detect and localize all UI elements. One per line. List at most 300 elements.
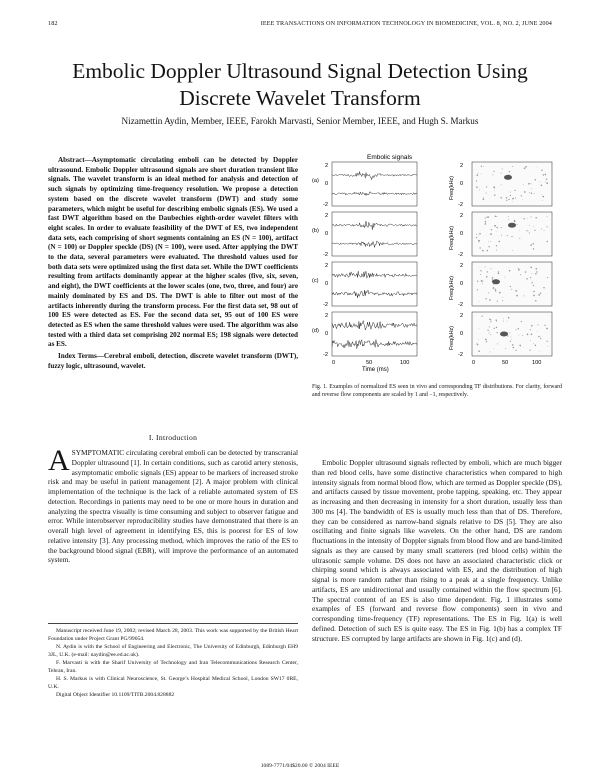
tf-speckle-0-57 [476,186,478,188]
tf-speckle-3-51 [511,337,512,338]
tf-speckle-0-49 [531,192,532,193]
tf-speckle-3-32 [518,335,519,336]
tf-embolus-mark-0 [504,175,512,180]
tf-speckle-3-47 [489,319,490,320]
panel-label-2: (c) [312,277,319,284]
tf-speckle-0-43 [541,184,543,186]
tf-speckle-0-1 [514,190,515,191]
tf-speckle-1-7 [496,245,497,246]
tf-speckle-3-6 [533,343,534,344]
tf-speckle-2-48 [488,292,489,293]
tf-speckle-2-32 [516,295,518,297]
tf-speckle-3-24 [496,321,497,322]
abstract [48,156,298,371]
tf-speckle-3-3 [513,347,515,349]
tf-speckle-1-37 [496,250,497,251]
y-tick-mid-3: 0 [325,330,329,337]
tf-speckle-1-17 [496,227,498,229]
panel-label-3: (d) [312,327,319,334]
tf-speckle-0-17 [523,184,524,185]
tf-speckle-1-51 [533,226,534,227]
tf-speckle-1-2 [519,238,520,239]
tf-speckle-0-11 [501,184,502,185]
tf-speckle-1-44 [494,225,496,227]
tf-speckle-1-24 [530,216,531,217]
tf-speckle-0-10 [524,191,526,193]
tf-speckle-1-50 [487,216,489,218]
tf-y-tick-top-2: 2 [460,263,464,269]
tf-speckle-1-47 [519,230,520,231]
tf-axes-2 [472,262,552,306]
copyright-footer: 1089-7771/04$20.00 © 2004 IEEE [260,763,340,769]
tf-speckle-2-19 [477,281,478,282]
tf-speckle-2-18 [518,269,520,271]
tf-speckle-2-26 [480,274,481,275]
index-terms: Index Terms—Cerebral emboli, detection, discrete wavelet transform (DWT), fuzzy logic, ultrasound, wavelet. [48,352,298,370]
tf-speckle-2-25 [526,278,528,280]
tf-speckle-3-46 [529,349,530,350]
tf-speckle-0-22 [528,183,530,185]
signal-trace-2-0 [332,271,417,278]
tf-speckle-3-34 [508,317,510,319]
tf-speckle-2-20 [510,286,511,287]
signal-axes-0 [332,162,417,206]
tf-speckle-1-16 [512,250,513,251]
tf-speckle-0-36 [531,188,532,189]
y-tick-top-3: 2 [325,313,329,319]
tf-speckle-2-23 [487,271,488,272]
tf-speckle-3-56 [497,343,498,344]
tf-speckle-2-36 [489,299,491,301]
tf-speckle-3-49 [540,338,541,339]
tf-speckle-1-59 [529,225,530,226]
tf-speckle-2-43 [495,289,496,290]
tf-speckle-3-5 [490,321,491,322]
tf-y-tick-top-3: 2 [460,313,464,319]
tf-speckle-2-31 [498,273,500,275]
signal-trace-0-1 [332,192,417,196]
tf-freq-label-1: Freq(kHz) [449,226,455,250]
tf-speckle-2-58 [493,287,495,289]
tf-speckle-1-27 [529,232,530,233]
tf-speckle-1-23 [498,241,500,243]
tf-speckle-3-38 [486,341,487,342]
tf-speckle-0-27 [506,197,507,198]
drop-cap: A [48,444,70,477]
tf-speckle-1-13 [508,216,509,217]
tf-speckle-0-38 [481,174,482,175]
tf-freq-label-3: Freq(kHz) [449,326,455,350]
tf-speckle-3-19 [547,341,548,342]
x-axis-label: Time (ms) [362,367,389,373]
author-list: Nizamettin Aydin, Member, IEEE, Farokh Marvasti, Senior Member, IEEE, and Hugh S. Markus [121,116,479,126]
tf-speckle-2-29 [508,267,509,268]
tf-speckle-2-28 [477,289,478,290]
tf-speckle-2-12 [492,277,494,279]
tf-speckle-2-1 [509,270,511,272]
tf-speckle-1-3 [501,227,502,228]
tf-speckle-1-32 [490,233,492,235]
tf-speckle-1-40 [488,242,489,243]
y-tick-top-0: 2 [325,163,329,169]
tf-speckle-2-11 [498,271,499,272]
tf-speckle-1-41 [541,228,542,229]
section-heading-introduction: I. Introduction [148,433,198,442]
footnote-received: Manuscript received June 19, 2002; revised March 28, 2003. This work was supported by the British Heart Foundation under Project Grant PG/99054. [48,628,298,642]
footnote-doi: Digital Object Identifier 10.1109/TITB.2004.828882 [56,692,175,698]
tf-y-tick-top-1: 2 [460,213,464,219]
tf-speckle-3-57 [537,331,538,332]
tf-speckle-3-0 [509,332,510,333]
signal-axes-2 [332,262,417,306]
tf-speckle-0-45 [506,200,507,201]
x-tick-tf-0: 0 [472,360,476,366]
tf-speckle-3-30 [496,319,497,320]
tf-speckle-0-0 [531,183,532,184]
signal-trace-1-1 [332,241,417,247]
tf-speckle-0-15 [476,180,477,181]
y-tick-mid-2: 0 [325,280,329,287]
tf-speckle-1-31 [508,219,509,220]
tf-speckle-2-52 [531,280,532,281]
page-number: 182 [48,20,58,27]
tf-speckle-0-56 [502,168,503,169]
tf-speckle-3-12 [478,350,480,352]
tf-speckle-3-39 [511,339,512,340]
tf-speckle-1-0 [490,241,491,242]
tf-speckle-1-6 [527,230,528,231]
tf-speckle-2-4 [543,287,544,288]
x-tick-signal-1: 50 [366,360,373,366]
tf-y-tick-mid-2: 0 [460,280,464,287]
signal-axes-1 [332,212,417,256]
tf-y-tick-bot-0: -2 [458,202,463,208]
panel-label-0: (a) [312,177,319,184]
tf-speckle-3-45 [478,339,479,340]
y-tick-bot-0: -2 [323,202,328,208]
tf-speckle-0-52 [542,200,543,201]
tf-speckle-3-37 [489,326,490,327]
tf-speckle-3-4 [494,328,495,329]
tf-speckle-0-16 [493,171,494,172]
tf-speckle-2-7 [505,277,506,278]
tf-speckle-1-5 [546,226,547,227]
tf-speckle-3-17 [510,341,511,342]
tf-speckle-3-11 [539,351,540,352]
tf-freq-label-0: Freq(kHz) [449,176,455,200]
tf-speckle-1-57 [501,235,502,236]
tf-y-tick-top-0: 2 [460,163,464,169]
tf-speckle-2-57 [480,270,481,271]
tf-speckle-2-39 [482,281,483,282]
introduction-text: SYMPTOMATIC circulating cerebral emboli can be detected by transcranial Doppler ultrasound [1]. In certain conditions, such as carotid artery stenosis, asymptomatic embolic signals (ES) appear to be markers of increased stroke risk and may be useful in patient management [2]. A major problem with clinical implementation of the technique is the lack of a reliable automated system of ES detection. Recordings in patients may need to be one or more hours in duration and analyzing the spectra visually is time consuming and subject to observer fatigue and error. While interobserver reproducibility studies have demonstrated that there is an overall high level of agreement in identifying ES, this is poorest for ES of low relative intensity [3]. Any processing method, which improves the ratio of the ES to the background blood signal (EBR), will improve the performance of an automated system. [48,448,298,565]
tf-speckle-1-18 [511,236,512,237]
tf-freq-label-2: Freq(kHz) [449,276,455,300]
y-tick-mid-0: 0 [325,180,329,187]
tf-speckle-2-54 [479,267,480,268]
tf-speckle-1-25 [514,221,516,223]
tf-speckle-1-4 [524,218,525,219]
tf-y-tick-mid-3: 0 [460,330,464,337]
tf-speckle-3-54 [507,321,508,322]
tf-speckle-0-50 [500,197,502,199]
y-tick-top-2: 2 [325,263,329,269]
tf-speckle-0-20 [478,188,479,189]
paper-title-line-1: Embolic Doppler Ultrasound Signal Detection Using [72,59,528,83]
tf-speckle-1-56 [546,241,547,242]
paper-title-line-2: Discrete Wavelet Transform [179,86,421,110]
tf-speckle-3-42 [477,344,478,345]
tf-speckle-0-29 [476,174,478,176]
tf-speckle-1-30 [544,230,545,231]
tf-y-tick-bot-2: -2 [458,302,463,308]
tf-speckle-3-40 [522,335,523,336]
tf-speckle-1-15 [527,218,528,219]
tf-speckle-0-46 [537,167,538,168]
tf-speckle-0-47 [543,174,545,176]
tf-speckle-3-29 [505,348,506,349]
tf-speckle-3-31 [490,334,491,335]
tf-speckle-2-40 [515,290,517,292]
tf-speckle-2-56 [530,277,531,278]
tf-speckle-2-27 [502,297,503,298]
tf-speckle-3-26 [544,325,545,326]
tf-speckle-1-26 [479,233,481,235]
tf-speckle-0-12 [483,197,484,198]
tf-speckle-0-33 [512,201,513,202]
tf-y-tick-bot-3: -2 [458,352,463,358]
tf-speckle-1-36 [478,240,480,242]
tf-speckle-3-7 [507,335,508,336]
figure-1 [312,150,562,378]
tf-axes-3 [472,312,552,356]
tf-speckle-0-30 [510,195,511,196]
tf-speckle-2-59 [525,271,527,273]
tf-speckle-1-43 [478,241,479,242]
footnote-markus: H. S. Markus is with Clinical Neuroscience, St. George’s Hospital Medical School, London SW17 0RE, U.K. [48,676,298,690]
tf-speckle-1-20 [534,230,535,231]
tf-speckle-2-16 [486,276,488,278]
figure-title: Embolic signals [367,154,413,161]
tf-speckle-3-16 [503,318,504,319]
tf-speckle-0-54 [486,186,487,187]
tf-speckle-2-5 [530,266,532,268]
tf-speckle-2-34 [535,273,537,275]
tf-speckle-1-48 [547,216,548,217]
tf-speckle-3-36 [490,351,491,352]
tf-speckle-3-25 [485,339,487,341]
tf-speckle-3-9 [515,329,516,330]
tf-speckle-0-9 [524,167,526,169]
tf-speckle-2-10 [482,283,483,284]
tf-speckle-2-8 [479,301,480,302]
signal-trace-3-1 [332,340,417,349]
tf-speckle-3-33 [538,336,540,338]
tf-speckle-3-2 [518,328,519,329]
tf-speckle-0-42 [546,178,547,179]
signal-axes-3 [332,312,417,356]
paper-title [0,58,600,112]
tf-speckle-2-46 [490,269,491,270]
tf-speckle-3-59 [497,332,498,333]
tf-speckle-2-0 [493,284,494,285]
footnote-marvasti: F. Marvasti is with the Sharif University of Technology and Iran Telecommunications Research Center, Tehran, Iran. [48,660,298,674]
tf-speckle-1-33 [521,218,522,219]
tf-speckle-1-45 [487,250,489,252]
tf-speckle-0-32 [534,193,535,194]
tf-speckle-0-59 [509,171,510,172]
tf-speckle-3-50 [548,346,549,347]
tf-speckle-0-18 [522,199,523,200]
tf-speckle-1-21 [530,244,532,246]
tf-speckle-0-19 [521,195,522,196]
tf-speckle-2-17 [532,273,533,274]
tf-speckle-3-58 [527,334,529,336]
tf-speckle-0-14 [512,198,514,200]
introduction-paragraph [48,444,298,565]
y-tick-bot-2: -2 [323,302,328,308]
tf-speckle-2-44 [499,292,501,294]
tf-speckle-1-55 [496,216,497,217]
tf-speckle-1-12 [486,217,487,218]
tf-speckle-0-48 [483,166,484,167]
tf-speckle-2-47 [536,271,537,272]
tf-speckle-3-55 [521,321,522,322]
tf-speckle-1-38 [496,231,497,232]
tf-speckle-1-54 [535,217,537,219]
tf-speckle-1-53 [491,229,492,230]
abstract-body: Abstract—Asymptomatic circulating emboli can be detected by Doppler ultrasound. Embolic Doppler ultrasound signals are short duration transient like signals. The wavelet transform is an ideal method for analysis and detection of such signals by optimizing time-frequency resolution. We propose a detection system based on the discrete wavelet transform (DWT) and study some parameters, which might be useful for describing embolic signals (ES). We used a fast DWT algorithm based on the Daubechies eighth-order wavelet filters with eight scales. In order to evaluate feasibility of the DWT of ES, two independent data sets, each comprising of short segments containing an ES (N = 100), artifact (N = 100) or Doppler speckle (DS) (N = 100), were used. After applying the DWT to the data, several parameters were evaluated. The threshold values used for both data sets were optimized using the first data set. While the DWT coefficients resulting from artifacts dominantly appear at the higher scales (five, six, seven, and eight), the DWT coefficients at the lower scales (one, two, three, and four) are mainly dominated by ES and DS. The DWT is able to filter out most of the artifacts inherently during the transform process. For the first data set, 98 out of 100 ES were detected as ES. For the second data set, 95 out of 100 ES were detected as ES when the same threshold values were used. The algorithm was also tested with a third data set comprising 202 normal ES; 198 signals were detected as ES. [48,156,298,349]
tf-speckle-0-40 [525,166,527,168]
tf-speckle-3-43 [481,315,482,316]
tf-speckle-3-23 [546,328,548,330]
tf-speckle-0-41 [479,190,480,191]
x-tick-signal-0: 0 [332,360,336,366]
tf-speckle-2-49 [520,274,521,275]
x-tick-signal-2: 100 [400,360,410,366]
tf-speckle-1-9 [517,224,518,225]
tf-speckle-1-52 [476,237,477,238]
tf-speckle-2-35 [524,295,525,296]
tf-speckle-3-52 [531,325,533,327]
tf-speckle-0-31 [542,196,544,198]
tf-speckle-3-1 [479,329,480,330]
tf-speckle-3-10 [537,324,538,325]
tf-speckle-0-39 [512,166,513,167]
tf-speckle-1-42 [479,247,480,248]
y-tick-bot-1: -2 [323,252,328,258]
y-tick-mid-1: 0 [325,230,329,237]
tf-speckle-3-13 [530,340,531,341]
tf-speckle-0-53 [529,192,530,193]
tf-speckle-0-23 [539,181,540,182]
tf-speckle-3-44 [519,345,521,347]
right-column-paragraph [312,458,562,643]
tf-speckle-3-27 [487,330,488,331]
tf-speckle-1-22 [533,243,535,245]
tf-speckle-2-38 [547,277,548,278]
tf-speckle-2-6 [531,282,532,283]
tf-speckle-0-28 [486,193,487,194]
tf-speckle-2-33 [495,290,497,292]
y-tick-bot-3: -2 [323,352,328,358]
tf-speckle-0-8 [541,169,542,170]
tf-speckle-1-46 [485,223,486,224]
tf-speckle-2-30 [481,280,483,282]
tf-speckle-0-51 [494,194,495,195]
tf-speckle-2-2 [491,268,492,269]
signal-trace-0-0 [332,172,417,180]
tf-speckle-1-8 [482,250,484,252]
tf-speckle-1-28 [476,234,477,235]
figure-1-caption: Fig. 1. Examples of normalized ES seen in vivo and corresponding TF distributions. For clarity, forward and reverse flow components are scaled by 1 and −1, respectively. [312,384,562,398]
tf-speckle-1-29 [495,216,497,218]
tf-speckle-0-6 [510,192,511,193]
tf-speckle-1-58 [533,248,534,249]
tf-speckle-3-20 [493,348,494,349]
tf-speckle-2-22 [485,266,486,267]
tf-speckle-0-26 [509,174,510,175]
signal-trace-1-0 [332,221,417,230]
signal-trace-2-1 [332,290,417,298]
tf-speckle-1-39 [507,235,508,236]
tf-speckle-1-11 [488,246,489,247]
tf-speckle-3-21 [503,321,504,322]
tf-embolus-mark-3 [500,332,508,337]
tf-speckle-0-34 [508,199,509,200]
tf-speckle-0-55 [515,197,516,198]
x-tick-tf-2: 100 [532,360,542,366]
tf-speckle-2-55 [540,293,541,294]
tf-speckle-0-37 [545,174,547,176]
tf-speckle-2-45 [535,268,537,270]
tf-speckle-2-9 [485,298,486,299]
tf-speckle-0-24 [483,198,485,200]
tf-speckle-3-22 [535,345,537,347]
x-tick-tf-1: 50 [502,360,509,366]
tf-speckle-1-34 [485,221,487,223]
tf-embolus-mark-1 [508,223,516,228]
footnote-rule [48,623,298,624]
tf-speckle-1-49 [526,230,527,231]
tf-speckle-0-4 [477,173,478,174]
journal-running-header: IEEE TRANSACTIONS ON INFORMATION TECHNOLOGY IN BIOMEDICINE, VOL. 8, NO. 2, JUNE 2004 [260,20,552,27]
tf-speckle-0-25 [535,179,537,181]
panel-label-1: (b) [312,227,319,234]
tf-speckle-3-48 [531,333,533,335]
tf-speckle-0-44 [493,186,495,188]
tf-speckle-0-21 [494,191,495,192]
tf-speckle-2-53 [533,291,535,293]
tf-speckle-2-14 [533,295,535,297]
tf-speckle-3-15 [512,344,514,346]
tf-speckle-1-10 [485,218,486,219]
tf-speckle-2-51 [511,289,512,290]
tf-speckle-1-1 [478,236,479,237]
tf-speckle-0-13 [501,173,502,174]
tf-y-tick-bot-1: -2 [458,252,463,258]
tf-speckle-0-5 [545,181,546,182]
tf-speckle-2-50 [518,268,519,269]
tf-speckle-2-21 [502,300,503,301]
tf-speckle-2-15 [497,301,498,302]
right-column-text: Embolic Doppler ultrasound signals reflected by emboli, which are much bigger than red blood cells, have some distinctive characteristics when compared to high intensity signals from normal blood flow, which are termed as Doppler speckle (DS), and artifacts caused by tissue movement, probe tapping, speaking, etc. They appear as increasing and then decreasing in intensity for a short duration, usually less than 300 ms [4]. The bandwidth of ES is usually much less than that of DS. Therefore, they can be considered as narrow-band signals relative to DS [5]. They are also oscillating and finite signals like wavelets. On the other hand, DS are random fluctuations in the intensity of Doppler signals from blood flow and are band-limited signals as they are caused by many small scatterers (red blood cells) within the ultrasonic sample volume. DS does not have an associated characteristic click or chirping sound which is always associated with ES, and the distribution of high signal is more random rather than rising to a peak at a single frequency. Unlike artifacts, ES are unidirectional and usually contained within the flow spectrum [6]. The spectral content of an ES is also time dependent. Fig. 1 illustrates some examples of ES (forward and reverse flow components) seen in vivo and corresponding time-frequency (TF) representations. The ES in Fig. 1(a) is well defined. Detection of such ES is quite easy. The ES in Fig. 1(b) has a complex TF structure. ES corrupted by large artifacts are shown in Fig. 1(c) and (d). [312,458,562,643]
footnote-aydin: N. Aydin is with the School of Engineering and Electronic, The University of Edinburgh, Edinburgh EH9 3JL, U.K. (e-mail: naydin@ee.ed.ac.uk). [48,644,298,658]
tf-axes-1 [472,212,552,256]
tf-speckle-2-41 [533,285,534,286]
tf-speckle-0-58 [541,194,542,195]
tf-speckle-2-24 [538,294,540,296]
